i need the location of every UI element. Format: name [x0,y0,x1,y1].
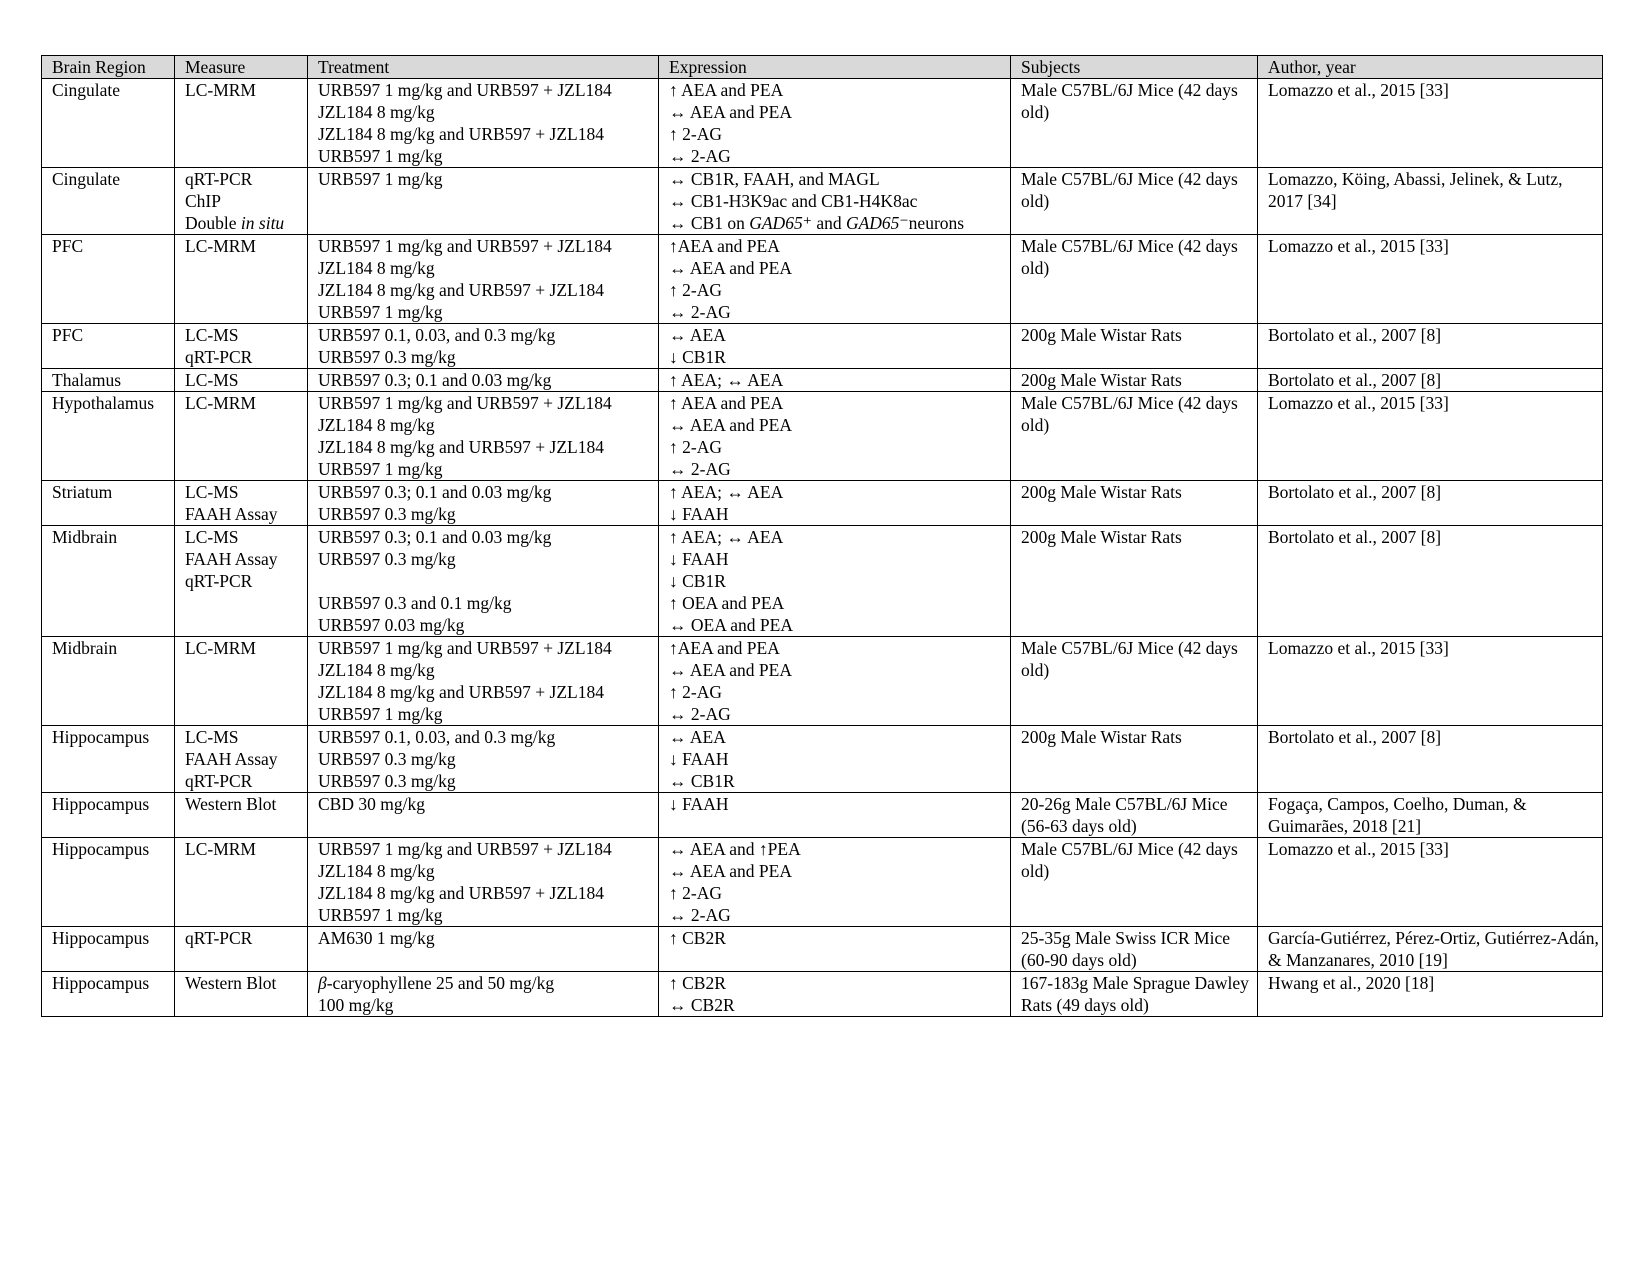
cell-measure: Western Blot [175,793,308,838]
cell-expression: ↑ CB2R [659,927,1011,972]
cell-subjects: 25-35g Male Swiss ICR Mice (60-90 days old) [1011,927,1258,972]
cell-subjects: 200g Male Wistar Rats [1011,526,1258,637]
cell-treatment: URB597 1 mg/kg and URB597 + JZL184 JZL184 8 mg/kg JZL184 8 mg/kg and URB597 + JZL184 URB597 1 mg/kg [308,838,659,927]
cell-subjects: 200g Male Wistar Rats [1011,481,1258,526]
cell-treatment: URB597 0.3; 0.1 and 0.03 mg/kg [308,369,659,392]
cell-author-year: Lomazzo et al., 2015 [33] [1258,79,1603,168]
cell-expression: ↔ AEA ↓ CB1R [659,324,1011,369]
table-row [42,481,1603,526]
cell-measure: LC-MRM [175,637,308,726]
cell-subjects: Male C57BL/6J Mice (42 days old) [1011,235,1258,324]
cell-author-year: Bortolato et al., 2007 [8] [1258,481,1603,526]
cell-expression: ↑ AEA; ↔ AEA ↓ FAAH ↓ CB1R ↑ OEA and PEA ↔ OEA and PEA [659,526,1011,637]
header-measure: Measure [175,56,308,79]
cell-subjects: Male C57BL/6J Mice (42 days old) [1011,79,1258,168]
cell-brain-region: Hypothalamus [42,392,175,481]
cell-author-year: Lomazzo et al., 2015 [33] [1258,637,1603,726]
cell-subjects: 200g Male Wistar Rats [1011,324,1258,369]
cell-measure: LC-MRM [175,79,308,168]
cell-measure: qRT-PCR [175,927,308,972]
cell-subjects: 167-183g Male Sprague Dawley Rats (49 days old) [1011,972,1258,1017]
header-brain-region: Brain Region [42,56,175,79]
table-row [42,526,1603,637]
cell-brain-region: Hippocampus [42,972,175,1017]
cell-author-year: García-Gutiérrez, Pérez-Ortiz, Gutiérrez-Adán, & Manzanares, 2010 [19] [1258,927,1603,972]
cell-expression: ↑AEA and PEA ↔ AEA and PEA ↑ 2-AG ↔ 2-AG [659,637,1011,726]
cell-treatment: β-caryophyllene 25 and 50 mg/kg 100 mg/kg [308,972,659,1017]
cell-expression: ↓ FAAH [659,793,1011,838]
cell-expression: ↔ CB1R, FAAH, and MAGL ↔ CB1-H3K9ac and CB1-H4K8ac ↔ CB1 on GAD65⁺ and GAD65⁻neurons [659,168,1011,235]
header-subjects: Subjects [1011,56,1258,79]
cell-measure: LC-MRM [175,838,308,927]
table-row [42,637,1603,726]
cell-treatment: URB597 0.1, 0.03, and 0.3 mg/kg URB597 0.3 mg/kg URB597 0.3 mg/kg [308,726,659,793]
cell-expression: ↔ AEA and ↑PEA ↔ AEA and PEA ↑ 2-AG ↔ 2-AG [659,838,1011,927]
cell-subjects: 200g Male Wistar Rats [1011,726,1258,793]
cell-subjects: Male C57BL/6J Mice (42 days old) [1011,392,1258,481]
cell-author-year: Lomazzo, Köing, Abassi, Jelinek, & Lutz, 2017 [34] [1258,168,1603,235]
cell-expression: ↑ CB2R ↔ CB2R [659,972,1011,1017]
table-row [42,324,1603,369]
cell-author-year: Lomazzo et al., 2015 [33] [1258,392,1603,481]
cell-measure: LC-MRM [175,392,308,481]
cell-treatment: URB597 1 mg/kg and URB597 + JZL184 JZL184 8 mg/kg JZL184 8 mg/kg and URB597 + JZL184 URB597 1 mg/kg [308,235,659,324]
cell-measure: LC-MS FAAH Assay [175,481,308,526]
cell-brain-region: Hippocampus [42,726,175,793]
cell-brain-region: Midbrain [42,637,175,726]
cell-brain-region: Hippocampus [42,927,175,972]
cell-author-year: Bortolato et al., 2007 [8] [1258,726,1603,793]
cell-brain-region: PFC [42,324,175,369]
table-body [42,79,1603,1017]
cell-expression: ↑AEA and PEA ↔ AEA and PEA ↑ 2-AG ↔ 2-AG [659,235,1011,324]
cell-author-year: Bortolato et al., 2007 [8] [1258,369,1603,392]
cell-brain-region: PFC [42,235,175,324]
cell-treatment: URB597 1 mg/kg and URB597 + JZL184 JZL184 8 mg/kg JZL184 8 mg/kg and URB597 + JZL184 URB597 1 mg/kg [308,79,659,168]
cell-measure: LC-MS [175,369,308,392]
table-row [42,235,1603,324]
cell-treatment: URB597 0.3; 0.1 and 0.03 mg/kg URB597 0.3 mg/kg [308,481,659,526]
cell-treatment: AM630 1 mg/kg [308,927,659,972]
cell-expression: ↑ AEA; ↔ AEA [659,369,1011,392]
cell-measure: LC-MS qRT-PCR [175,324,308,369]
cell-brain-region: Hippocampus [42,793,175,838]
cell-brain-region: Hippocampus [42,838,175,927]
table-row [42,838,1603,927]
cell-author-year: Lomazzo et al., 2015 [33] [1258,838,1603,927]
table-row [42,927,1603,972]
header-treatment: Treatment [308,56,659,79]
cell-subjects: 200g Male Wistar Rats [1011,369,1258,392]
cell-subjects: Male C57BL/6J Mice (42 days old) [1011,838,1258,927]
table-row [42,793,1603,838]
table-row [42,168,1603,235]
cell-author-year: Lomazzo et al., 2015 [33] [1258,235,1603,324]
cell-subjects: Male C57BL/6J Mice (42 days old) [1011,637,1258,726]
table-row [42,726,1603,793]
cell-treatment: URB597 0.3; 0.1 and 0.03 mg/kg URB597 0.3 mg/kg URB597 0.3 and 0.1 mg/kg URB597 0.03 mg/kg [308,526,659,637]
cell-treatment: URB597 0.1, 0.03, and 0.3 mg/kg URB597 0.3 mg/kg [308,324,659,369]
cell-measure: LC-MS FAAH Assay qRT-PCR [175,526,308,637]
cell-treatment: CBD 30 mg/kg [308,793,659,838]
cell-measure: Western Blot [175,972,308,1017]
cell-brain-region: Midbrain [42,526,175,637]
cell-expression: ↑ AEA and PEA ↔ AEA and PEA ↑ 2-AG ↔ 2-AG [659,392,1011,481]
cell-author-year: Bortolato et al., 2007 [8] [1258,526,1603,637]
cell-brain-region: Striatum [42,481,175,526]
cell-treatment: URB597 1 mg/kg [308,168,659,235]
data-table [41,55,1603,1017]
table-row [42,972,1603,1017]
cell-measure: LC-MRM [175,235,308,324]
cell-author-year: Hwang et al., 2020 [18] [1258,972,1603,1017]
cell-subjects: 20-26g Male C57BL/6J Mice (56-63 days old) [1011,793,1258,838]
cell-author-year: Bortolato et al., 2007 [8] [1258,324,1603,369]
cell-measure: LC-MS FAAH Assay qRT-PCR [175,726,308,793]
cell-expression: ↑ AEA; ↔ AEA ↓ FAAH [659,481,1011,526]
cell-brain-region: Thalamus [42,369,175,392]
cell-expression: ↑ AEA and PEA ↔ AEA and PEA ↑ 2-AG ↔ 2-AG [659,79,1011,168]
header-author-year: Author, year [1258,56,1603,79]
table-row [42,392,1603,481]
header-row [42,56,1603,79]
header-expression: Expression [659,56,1011,79]
cell-treatment: URB597 1 mg/kg and URB597 + JZL184 JZL184 8 mg/kg JZL184 8 mg/kg and URB597 + JZL184 URB597 1 mg/kg [308,392,659,481]
table-row [42,79,1603,168]
cell-treatment: URB597 1 mg/kg and URB597 + JZL184 JZL184 8 mg/kg JZL184 8 mg/kg and URB597 + JZL184 URB597 1 mg/kg [308,637,659,726]
cell-brain-region: Cingulate [42,79,175,168]
table-row [42,369,1603,392]
cell-author-year: Fogaça, Campos, Coelho, Duman, & Guimarães, 2018 [21] [1258,793,1603,838]
cell-subjects: Male C57BL/6J Mice (42 days old) [1011,168,1258,235]
cell-brain-region: Cingulate [42,168,175,235]
cell-measure: qRT-PCR ChIP Double in situ [175,168,308,235]
cell-expression: ↔ AEA ↓ FAAH ↔ CB1R [659,726,1011,793]
